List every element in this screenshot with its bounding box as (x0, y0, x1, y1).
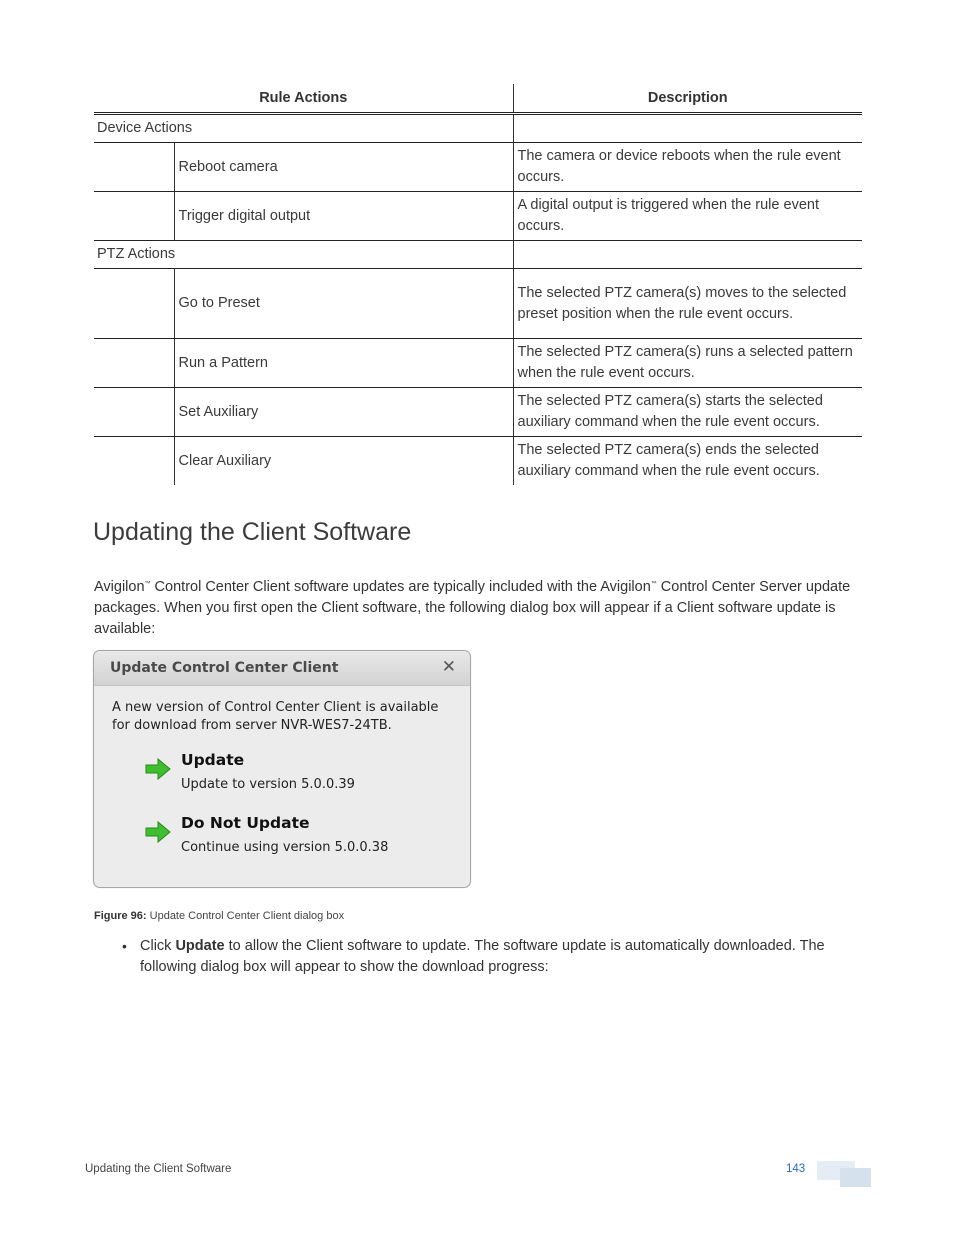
action-description: The selected PTZ camera(s) moves to the selected preset position when the rule event occurs. (513, 269, 862, 339)
trademark-mark: ™ (144, 581, 151, 587)
do-not-update-option[interactable] (144, 814, 444, 858)
trademark-mark: ™ (650, 581, 657, 587)
section-heading: Updating the Client Software (93, 518, 412, 546)
figure-caption-text: Update Control Center Client dialog box (146, 910, 345, 922)
do-not-update-option-subtitle: Continue using version 5.0.0.38 (181, 840, 389, 855)
description-header: Description (513, 84, 862, 114)
action-label: Set Auxiliary (174, 388, 513, 437)
rule-actions-table (94, 84, 862, 485)
update-option[interactable] (144, 751, 444, 795)
indent-cell (94, 339, 174, 388)
list-item (122, 936, 862, 978)
action-description: The selected PTZ camera(s) runs a selected pattern when the rule event occurs. (513, 339, 862, 388)
indent-cell (94, 388, 174, 437)
figure-label: Figure 96: (94, 910, 147, 922)
intro-text: Control Center Server update packages. When you first open the Client software, the following dialog box will appear if a Client software update is available: (94, 579, 851, 637)
action-description: The selected PTZ camera(s) ends the selected auxiliary command when the rule event occurs. (513, 437, 862, 486)
table-row (94, 143, 862, 192)
update-option-title: Update (181, 751, 245, 769)
intro-paragraph (94, 574, 864, 640)
table-row (94, 437, 862, 486)
table-row (94, 269, 862, 339)
close-icon[interactable]: ✕ (441, 657, 456, 677)
action-description: The camera or device reboots when the rule event occurs. (513, 143, 862, 192)
green-arrow-icon (144, 757, 172, 781)
page-number: 143 (786, 1163, 806, 1175)
category-description (513, 241, 862, 269)
action-label: Trigger digital output (174, 192, 513, 241)
action-description: The selected PTZ camera(s) starts the selected auxiliary command when the rule event occurs. (513, 388, 862, 437)
indent-cell (94, 143, 174, 192)
rule-actions-header: Rule Actions (94, 84, 513, 114)
list-item-text: to allow the Client software to update. The software update is automatically downloaded. The following dialog box will appear to show the download progress: (140, 938, 825, 975)
action-label: Clear Auxiliary (174, 437, 513, 486)
instruction-list (122, 936, 862, 978)
table-row (94, 339, 862, 388)
list-item-bold: Update (175, 938, 225, 954)
dialog-titlebar (94, 651, 470, 686)
page-tab-decoration (840, 1168, 871, 1187)
update-option-subtitle: Update to version 5.0.0.39 (181, 777, 355, 792)
figure-caption (94, 910, 344, 922)
action-label: Go to Preset (174, 269, 513, 339)
indent-cell (94, 269, 174, 339)
dialog-title: Update Control Center Client (110, 660, 339, 676)
table-row-category (94, 114, 862, 143)
table-row-category (94, 241, 862, 269)
category-description (513, 114, 862, 143)
indent-cell (94, 437, 174, 486)
indent-cell (94, 192, 174, 241)
category-label: Device Actions (94, 114, 513, 143)
action-description: A digital output is triggered when the rule event occurs. (513, 192, 862, 241)
table-header-row (94, 84, 862, 114)
green-arrow-icon (144, 820, 172, 844)
intro-text: Control Center Client software updates are typically included with the Avigilon (150, 579, 651, 595)
table-row (94, 192, 862, 241)
dialog-message: A new version of Control Center Client is available for download from server NVR-WES7-24TB. (112, 700, 439, 733)
action-label: Run a Pattern (174, 339, 513, 388)
update-dialog (93, 650, 471, 888)
do-not-update-option-title: Do Not Update (181, 814, 310, 832)
table-row (94, 388, 862, 437)
list-item-text: Click (140, 938, 176, 954)
category-label: PTZ Actions (94, 241, 513, 269)
intro-text: Avigilon (94, 579, 145, 595)
footer-section-title: Updating the Client Software (85, 1163, 232, 1175)
action-label: Reboot camera (174, 143, 513, 192)
